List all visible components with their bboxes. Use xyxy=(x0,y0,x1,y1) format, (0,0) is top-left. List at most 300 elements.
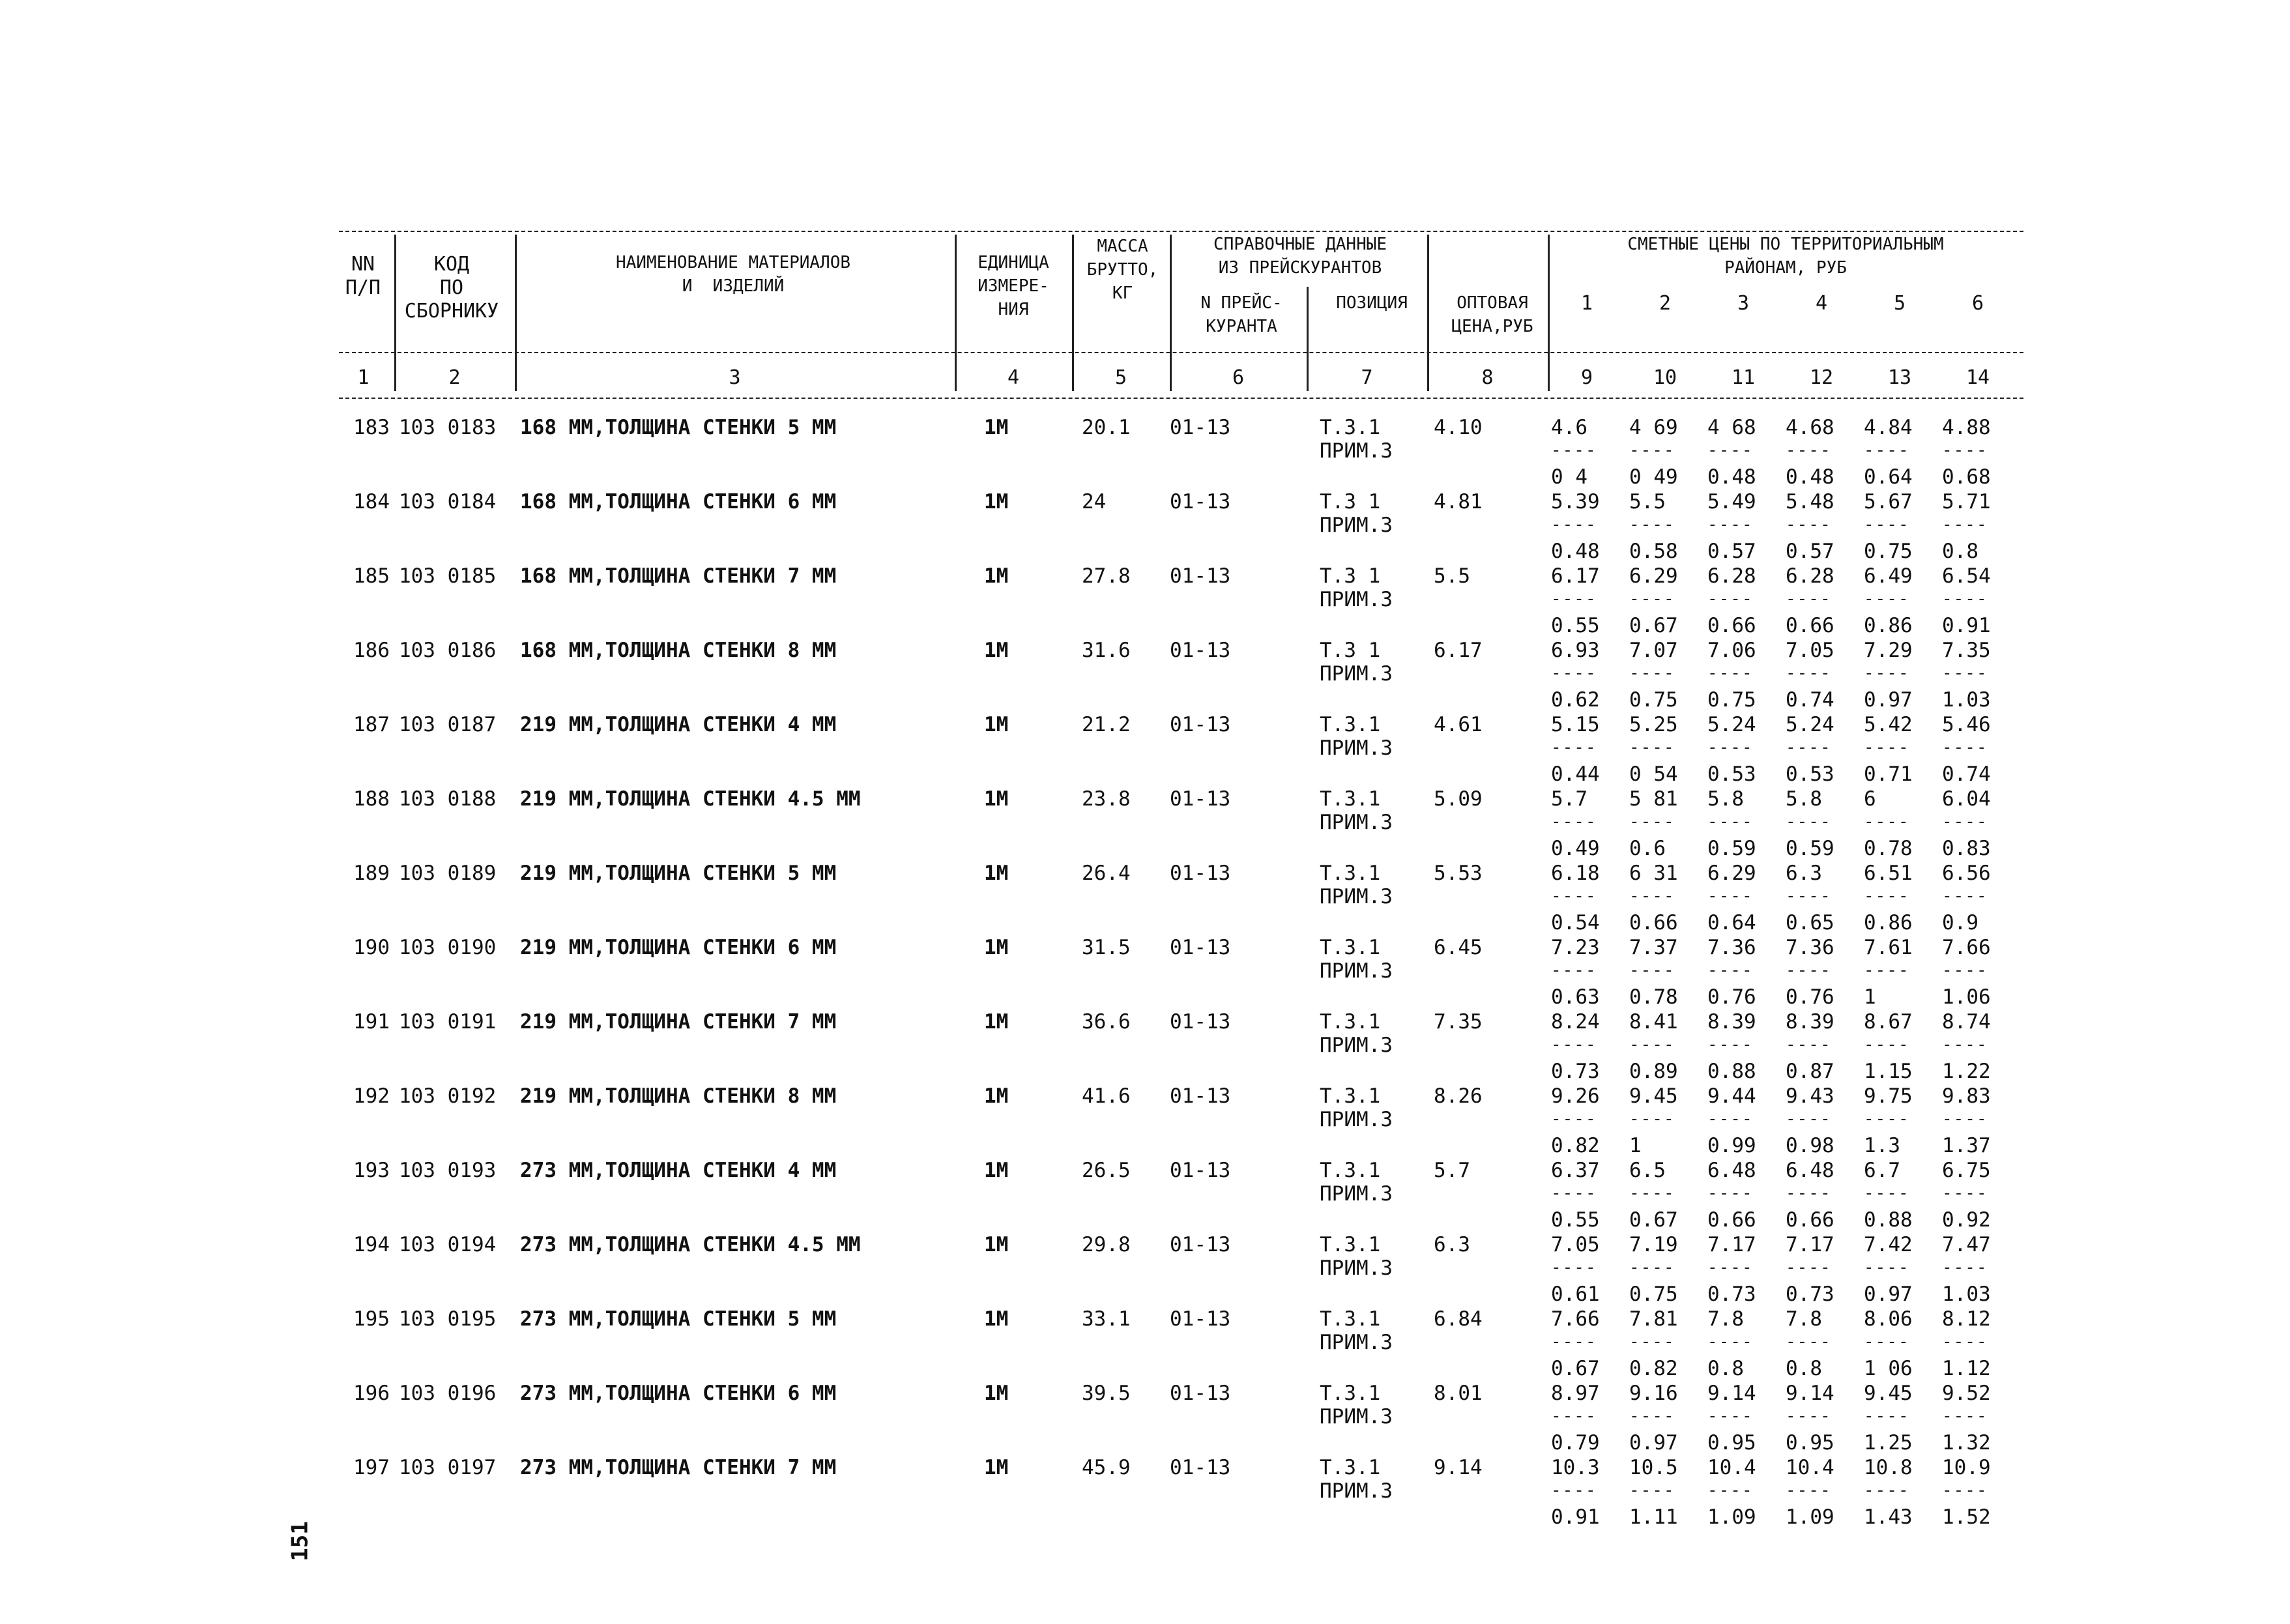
row-number: 185 xyxy=(353,564,390,588)
row-note: ПРИМ.3 xyxy=(1320,1479,1393,1503)
region-surcharge: 0.73 xyxy=(1551,1060,1600,1083)
row-mass: 26.5 xyxy=(1082,1159,1131,1182)
region-surcharge: 0.87 xyxy=(1786,1060,1834,1083)
row-code: 103 0189 xyxy=(399,862,497,885)
fraction-line: ---- xyxy=(1942,738,1988,757)
region-surcharge: 0.82 xyxy=(1629,1357,1678,1380)
region-surcharge: 0.92 xyxy=(1942,1208,1991,1232)
row-position: Т.3.1 xyxy=(1320,1159,1381,1182)
row-note: ПРИМ.3 xyxy=(1320,1331,1393,1354)
fraction-line: ---- xyxy=(1942,961,1988,980)
region-surcharge: 0.66 xyxy=(1707,1208,1756,1232)
fraction-line: ---- xyxy=(1864,663,1910,683)
region-surcharge: 1.06 xyxy=(1942,985,1991,1009)
row-note: ПРИМ.3 xyxy=(1320,588,1393,611)
region-price: 9.26 xyxy=(1551,1084,1600,1108)
region-price: 6.49 xyxy=(1864,564,1913,588)
header-separator xyxy=(955,235,957,391)
region-surcharge: 0.64 xyxy=(1707,911,1756,935)
row-number: 194 xyxy=(353,1233,390,1256)
fraction-line: ---- xyxy=(1707,1035,1754,1054)
row-name: 219 ММ,ТОЛЩИНА СТЕНКИ 4.5 ММ xyxy=(520,787,861,811)
fraction-line: ---- xyxy=(1629,1406,1675,1426)
region-surcharge: 0.8 xyxy=(1786,1357,1822,1380)
region-surcharge: 1.12 xyxy=(1942,1357,1991,1380)
region-number: 1 xyxy=(1580,292,1593,315)
row-unit: 1М xyxy=(984,936,1009,959)
row-name: 168 ММ,ТОЛЩИНА СТЕНКИ 6 ММ xyxy=(520,490,837,514)
fraction-line: ---- xyxy=(1551,1332,1597,1352)
row-pricelist: 01-13 xyxy=(1170,862,1231,885)
header-separator xyxy=(1072,235,1074,391)
row-pricelist: 01-13 xyxy=(1170,1456,1231,1479)
fraction-line: ---- xyxy=(1551,1406,1597,1426)
row-wholesale-price: 8.26 xyxy=(1434,1084,1483,1108)
region-price: 5.5 xyxy=(1629,490,1666,514)
row-position: Т.3.1 xyxy=(1320,1233,1381,1256)
row-position: Т.3.1 xyxy=(1320,416,1381,439)
region-price: 8.41 xyxy=(1629,1010,1678,1034)
row-mass: 21.2 xyxy=(1082,713,1131,736)
region-price: 8.67 xyxy=(1864,1010,1913,1034)
region-price: 7.19 xyxy=(1629,1233,1678,1256)
row-wholesale-price: 7.35 xyxy=(1434,1010,1483,1034)
region-price: 5.8 xyxy=(1786,787,1822,811)
row-code: 103 0183 xyxy=(399,416,497,439)
row-mass: 41.6 xyxy=(1082,1084,1131,1108)
region-price: 9.45 xyxy=(1864,1382,1913,1405)
fraction-line: ---- xyxy=(1551,663,1597,683)
fraction-line: ---- xyxy=(1786,1183,1832,1203)
fraction-line: ---- xyxy=(1629,961,1675,980)
fraction-line: ---- xyxy=(1707,961,1754,980)
region-price: 10.4 xyxy=(1786,1456,1834,1479)
region-surcharge: 0.79 xyxy=(1551,1431,1600,1455)
fraction-line: ---- xyxy=(1629,1481,1675,1500)
fraction-line: ---- xyxy=(1551,738,1597,757)
row-name: 273 ММ,ТОЛЩИНА СТЕНКИ 6 ММ xyxy=(520,1382,837,1405)
region-surcharge: 0.86 xyxy=(1864,911,1913,935)
region-number: 5 xyxy=(1893,292,1906,315)
column-number: 7 xyxy=(1361,366,1373,389)
header-separator xyxy=(1170,235,1172,391)
region-surcharge: 1.3 xyxy=(1864,1134,1900,1157)
fraction-line: ---- xyxy=(1864,886,1910,906)
region-surcharge: 1 xyxy=(1629,1134,1642,1157)
fraction-line: ---- xyxy=(1864,961,1910,980)
region-price: 7.81 xyxy=(1629,1307,1678,1331)
region-price: 7.35 xyxy=(1942,639,1991,662)
fraction-line: ---- xyxy=(1551,1258,1597,1277)
fraction-line: ---- xyxy=(1629,738,1675,757)
region-surcharge: 1 06 xyxy=(1864,1357,1913,1380)
row-unit: 1М xyxy=(984,639,1009,662)
fraction-line: ---- xyxy=(1942,1332,1988,1352)
region-price: 5.48 xyxy=(1786,490,1834,514)
region-price: 6.29 xyxy=(1629,564,1678,588)
column-number: 3 xyxy=(729,366,741,389)
region-price: 6.17 xyxy=(1551,564,1600,588)
region-price: 6.18 xyxy=(1551,862,1600,885)
row-number: 186 xyxy=(353,639,390,662)
header-pricelist: N ПРЕЙС- КУРАНТА xyxy=(1200,293,1283,336)
row-position: Т.3 1 xyxy=(1320,490,1381,514)
region-surcharge: 0.97 xyxy=(1864,688,1913,712)
region-surcharge: 0.55 xyxy=(1551,1208,1600,1232)
fraction-line: ---- xyxy=(1707,1109,1754,1129)
column-number: 9 xyxy=(1580,366,1593,389)
row-mass: 29.8 xyxy=(1082,1233,1131,1256)
fraction-line: ---- xyxy=(1786,1332,1832,1352)
region-price: 6.7 xyxy=(1864,1159,1900,1182)
row-name: 168 ММ,ТОЛЩИНА СТЕНКИ 7 ММ xyxy=(520,564,837,588)
region-surcharge: 1.09 xyxy=(1707,1505,1756,1529)
fraction-line: ---- xyxy=(1786,1481,1832,1500)
row-number: 197 xyxy=(353,1456,390,1479)
region-surcharge: 0.67 xyxy=(1551,1357,1600,1380)
fraction-line: ---- xyxy=(1864,1332,1910,1352)
region-surcharge: 0.88 xyxy=(1864,1208,1913,1232)
row-unit: 1М xyxy=(984,862,1009,885)
header-separator xyxy=(1548,235,1550,391)
row-pricelist: 01-13 xyxy=(1170,1382,1231,1405)
region-price: 10.8 xyxy=(1864,1456,1913,1479)
region-surcharge: 0.75 xyxy=(1629,688,1678,712)
row-position: Т.3.1 xyxy=(1320,862,1381,885)
region-surcharge: 0.68 xyxy=(1942,465,1991,489)
row-unit: 1М xyxy=(984,564,1009,588)
row-wholesale-price: 6.3 xyxy=(1434,1233,1470,1256)
region-price: 5.67 xyxy=(1864,490,1913,514)
region-price: 7.37 xyxy=(1629,936,1678,959)
column-number: 5 xyxy=(1114,366,1127,389)
fraction-line: ---- xyxy=(1707,1406,1754,1426)
fraction-line: ---- xyxy=(1786,1258,1832,1277)
region-price: 6.56 xyxy=(1942,862,1991,885)
row-unit: 1М xyxy=(984,1307,1009,1331)
region-surcharge: 0.53 xyxy=(1786,762,1834,786)
region-surcharge: 0 49 xyxy=(1629,465,1678,489)
header-separator xyxy=(1307,287,1309,391)
region-surcharge: 0.86 xyxy=(1864,614,1913,637)
row-wholesale-price: 5.7 xyxy=(1434,1159,1470,1182)
fraction-line: ---- xyxy=(1629,1332,1675,1352)
fraction-line: ---- xyxy=(1551,441,1597,460)
region-price: 6.93 xyxy=(1551,639,1600,662)
fraction-line: ---- xyxy=(1864,1109,1910,1129)
region-surcharge: 0.82 xyxy=(1551,1134,1600,1157)
row-wholesale-price: 6.84 xyxy=(1434,1307,1483,1331)
region-price: 8.24 xyxy=(1551,1010,1600,1034)
region-price: 4.68 xyxy=(1786,416,1834,439)
region-surcharge: 0.75 xyxy=(1864,540,1913,563)
row-mass: 20.1 xyxy=(1082,416,1131,439)
region-number: 3 xyxy=(1737,292,1750,315)
row-position: Т.3.1 xyxy=(1320,713,1381,736)
region-surcharge: 1.25 xyxy=(1864,1431,1913,1455)
region-price: 4.84 xyxy=(1864,416,1913,439)
row-unit: 1М xyxy=(984,1382,1009,1405)
region-price: 6.48 xyxy=(1707,1159,1756,1182)
row-number: 187 xyxy=(353,713,390,736)
region-surcharge: 0.58 xyxy=(1629,540,1678,563)
region-surcharge: 0.55 xyxy=(1551,614,1600,637)
fraction-line: ---- xyxy=(1864,1481,1910,1500)
fraction-line: ---- xyxy=(1629,589,1675,609)
header-unit: ЕДИНИЦА ИЗМЕРЕ- НИЯ xyxy=(978,253,1049,319)
row-wholesale-price: 6.45 xyxy=(1434,936,1483,959)
row-code: 103 0196 xyxy=(399,1382,497,1405)
region-price: 5.25 xyxy=(1629,713,1678,736)
region-price: 4.88 xyxy=(1942,416,1991,439)
row-note: ПРИМ.3 xyxy=(1320,1256,1393,1280)
row-code: 103 0188 xyxy=(399,787,497,811)
row-code: 103 0195 xyxy=(399,1307,497,1331)
region-surcharge: 0.59 xyxy=(1786,837,1834,860)
fraction-line: ---- xyxy=(1707,1183,1754,1203)
region-price: 10.9 xyxy=(1942,1456,1991,1479)
region-surcharge: 0.62 xyxy=(1551,688,1600,712)
region-price: 9.44 xyxy=(1707,1084,1756,1108)
region-surcharge: 0.76 xyxy=(1786,985,1834,1009)
row-note: ПРИМ.3 xyxy=(1320,736,1393,760)
region-surcharge: 0.75 xyxy=(1629,1283,1678,1306)
row-wholesale-price: 8.01 xyxy=(1434,1382,1483,1405)
fraction-line: ---- xyxy=(1551,1183,1597,1203)
region-surcharge: 0.83 xyxy=(1942,837,1991,860)
fraction-line: ---- xyxy=(1786,589,1832,609)
region-surcharge: 0.48 xyxy=(1707,465,1756,489)
region-surcharge: 0.66 xyxy=(1786,1208,1834,1232)
fraction-line: ---- xyxy=(1629,1183,1675,1203)
column-number: 4 xyxy=(1007,366,1020,389)
region-surcharge: 0.48 xyxy=(1786,465,1834,489)
header-mid-rule xyxy=(339,352,2023,353)
fraction-line: ---- xyxy=(1629,515,1675,534)
row-name: 219 ММ,ТОЛЩИНА СТЕНКИ 8 ММ xyxy=(520,1084,837,1108)
region-surcharge: 0.73 xyxy=(1707,1283,1756,1306)
fraction-line: ---- xyxy=(1864,589,1910,609)
row-wholesale-price: 9.14 xyxy=(1434,1456,1483,1479)
fraction-line: ---- xyxy=(1942,589,1988,609)
region-price: 7.36 xyxy=(1707,936,1756,959)
header-regions-group: СМЕТНЫЕ ЦЕНЫ ПО ТЕРРИТОРИАЛЬНЫМ РАЙОНАМ, РУБ xyxy=(1627,235,1944,278)
region-price: 5.24 xyxy=(1707,713,1756,736)
row-mass: 23.8 xyxy=(1082,787,1131,811)
fraction-line: ---- xyxy=(1707,515,1754,534)
region-surcharge: 0.74 xyxy=(1942,762,1991,786)
fraction-line: ---- xyxy=(1864,1258,1910,1277)
row-pricelist: 01-13 xyxy=(1170,1307,1231,1331)
row-number: 184 xyxy=(353,490,390,514)
region-price: 5.46 xyxy=(1942,713,1991,736)
row-name: 219 ММ,ТОЛЩИНА СТЕНКИ 6 ММ xyxy=(520,936,837,959)
fraction-line: ---- xyxy=(1786,738,1832,757)
region-surcharge: 0.73 xyxy=(1786,1283,1834,1306)
fraction-line: ---- xyxy=(1942,663,1988,683)
row-note: ПРИМ.3 xyxy=(1320,514,1393,537)
region-price: 5.7 xyxy=(1551,787,1587,811)
region-price: 7.29 xyxy=(1864,639,1913,662)
row-position: Т.3 1 xyxy=(1320,639,1381,662)
region-surcharge: 0.89 xyxy=(1629,1060,1678,1083)
region-surcharge: 0 54 xyxy=(1629,762,1678,786)
fraction-line: ---- xyxy=(1551,1109,1597,1129)
row-mass: 24 xyxy=(1082,490,1107,514)
region-surcharge: 0.63 xyxy=(1551,985,1600,1009)
fraction-line: ---- xyxy=(1864,441,1910,460)
region-price: 10.4 xyxy=(1707,1456,1756,1479)
row-code: 103 0193 xyxy=(399,1159,497,1182)
region-price: 6.28 xyxy=(1707,564,1756,588)
fraction-line: ---- xyxy=(1551,589,1597,609)
region-price: 7.05 xyxy=(1786,639,1834,662)
row-wholesale-price: 4.10 xyxy=(1434,416,1483,439)
region-surcharge: 0.91 xyxy=(1942,614,1991,637)
fraction-line: ---- xyxy=(1864,1035,1910,1054)
region-surcharge: 0.91 xyxy=(1551,1505,1600,1529)
region-price: 8.12 xyxy=(1942,1307,1991,1331)
fraction-line: ---- xyxy=(1786,961,1832,980)
header-position: ПОЗИЦИЯ xyxy=(1336,293,1408,313)
region-price: 6.04 xyxy=(1942,787,1991,811)
region-price: 6.29 xyxy=(1707,862,1756,885)
row-code: 103 0184 xyxy=(399,490,497,514)
region-surcharge: 0.57 xyxy=(1786,540,1834,563)
region-price: 7.17 xyxy=(1707,1233,1756,1256)
fraction-line: ---- xyxy=(1864,1406,1910,1426)
row-pricelist: 01-13 xyxy=(1170,1233,1231,1256)
region-surcharge: 0.97 xyxy=(1629,1431,1678,1455)
fraction-line: ---- xyxy=(1864,812,1910,832)
region-surcharge: 0.88 xyxy=(1707,1060,1756,1083)
region-price: 6.37 xyxy=(1551,1159,1600,1182)
region-price: 9.14 xyxy=(1707,1382,1756,1405)
row-pricelist: 01-13 xyxy=(1170,1159,1231,1182)
row-wholesale-price: 5.09 xyxy=(1434,787,1483,811)
fraction-line: ---- xyxy=(1786,441,1832,460)
fraction-line: ---- xyxy=(1942,1406,1988,1426)
region-price: 7.61 xyxy=(1864,936,1913,959)
row-pricelist: 01-13 xyxy=(1170,936,1231,959)
row-position: Т.3.1 xyxy=(1320,787,1381,811)
page-number: 151 xyxy=(287,1521,313,1561)
fraction-line: ---- xyxy=(1551,812,1597,832)
region-price: 9.14 xyxy=(1786,1382,1834,1405)
region-surcharge: 1.03 xyxy=(1942,1283,1991,1306)
region-surcharge: 0.48 xyxy=(1551,540,1600,563)
row-pricelist: 01-13 xyxy=(1170,713,1231,736)
region-price: 7.36 xyxy=(1786,936,1834,959)
region-price: 4.6 xyxy=(1551,416,1587,439)
row-unit: 1М xyxy=(984,490,1009,514)
fraction-line: ---- xyxy=(1786,886,1832,906)
region-price: 7.05 xyxy=(1551,1233,1600,1256)
region-price: 7.66 xyxy=(1942,936,1991,959)
region-price: 8.97 xyxy=(1551,1382,1600,1405)
region-price: 6.51 xyxy=(1864,862,1913,885)
region-number: 2 xyxy=(1659,292,1672,315)
region-surcharge: 1.22 xyxy=(1942,1060,1991,1083)
row-name: 273 ММ,ТОЛЩИНА СТЕНКИ 7 ММ xyxy=(520,1456,837,1479)
row-number: 196 xyxy=(353,1382,390,1405)
region-price: 7.47 xyxy=(1942,1233,1991,1256)
row-pricelist: 01-13 xyxy=(1170,416,1231,439)
fraction-line: ---- xyxy=(1942,441,1988,460)
row-code: 103 0192 xyxy=(399,1084,497,1108)
row-note: ПРИМ.3 xyxy=(1320,662,1393,686)
region-surcharge: 1.15 xyxy=(1864,1060,1913,1083)
row-pricelist: 01-13 xyxy=(1170,639,1231,662)
row-pricelist: 01-13 xyxy=(1170,1010,1231,1034)
region-price: 9.16 xyxy=(1629,1382,1678,1405)
row-unit: 1М xyxy=(984,1010,1009,1034)
column-number: 14 xyxy=(1965,366,1990,389)
row-pricelist: 01-13 xyxy=(1170,490,1231,514)
row-note: ПРИМ.3 xyxy=(1320,811,1393,834)
region-price: 6.54 xyxy=(1942,564,1991,588)
row-mass: 36.6 xyxy=(1082,1010,1131,1034)
row-number: 192 xyxy=(353,1084,390,1108)
region-price: 9.43 xyxy=(1786,1084,1834,1108)
region-price: 7.66 xyxy=(1551,1307,1600,1331)
fraction-line: ---- xyxy=(1786,1035,1832,1054)
region-price: 7.06 xyxy=(1707,639,1756,662)
row-note: ПРИМ.3 xyxy=(1320,1108,1393,1131)
region-surcharge: 0.61 xyxy=(1551,1283,1600,1306)
row-code: 103 0197 xyxy=(399,1456,497,1479)
header-wholesale: ОПТОВАЯ ЦЕНА,РУБ xyxy=(1451,293,1533,336)
fraction-line: ---- xyxy=(1629,886,1675,906)
row-pricelist: 01-13 xyxy=(1170,787,1231,811)
header-separator xyxy=(1427,235,1429,391)
row-note: ПРИМ.3 xyxy=(1320,885,1393,908)
region-price: 9.75 xyxy=(1864,1084,1913,1108)
fraction-line: ---- xyxy=(1707,589,1754,609)
fraction-line: ---- xyxy=(1629,663,1675,683)
row-code: 103 0191 xyxy=(399,1010,497,1034)
region-price: 5.24 xyxy=(1786,713,1834,736)
fraction-line: ---- xyxy=(1942,812,1988,832)
row-position: Т.3.1 xyxy=(1320,936,1381,959)
region-surcharge: 0.67 xyxy=(1629,1208,1678,1232)
region-price: 6.5 xyxy=(1629,1159,1666,1182)
fraction-line: ---- xyxy=(1551,1481,1597,1500)
fraction-line: ---- xyxy=(1942,515,1988,534)
fraction-line: ---- xyxy=(1786,515,1832,534)
row-position: Т.3.1 xyxy=(1320,1382,1381,1405)
fraction-line: ---- xyxy=(1707,1481,1754,1500)
region-price: 9.83 xyxy=(1942,1084,1991,1108)
region-number: 6 xyxy=(1971,292,1984,315)
row-name: 219 ММ,ТОЛЩИНА СТЕНКИ 7 ММ xyxy=(520,1010,837,1034)
fraction-line: ---- xyxy=(1629,1109,1675,1129)
column-number: 10 xyxy=(1653,366,1677,389)
region-surcharge: 1.37 xyxy=(1942,1134,1991,1157)
region-price: 5.42 xyxy=(1864,713,1913,736)
row-position: Т.3.1 xyxy=(1320,1456,1381,1479)
fraction-line: ---- xyxy=(1707,1258,1754,1277)
row-wholesale-price: 4.81 xyxy=(1434,490,1483,514)
row-number: 191 xyxy=(353,1010,390,1034)
fraction-line: ---- xyxy=(1707,812,1754,832)
region-price: 8.06 xyxy=(1864,1307,1913,1331)
fraction-line: ---- xyxy=(1942,1481,1988,1500)
row-position: Т.3.1 xyxy=(1320,1084,1381,1108)
region-surcharge: 1.52 xyxy=(1942,1505,1991,1529)
region-price: 8.39 xyxy=(1786,1010,1834,1034)
region-surcharge: 0.57 xyxy=(1707,540,1756,563)
